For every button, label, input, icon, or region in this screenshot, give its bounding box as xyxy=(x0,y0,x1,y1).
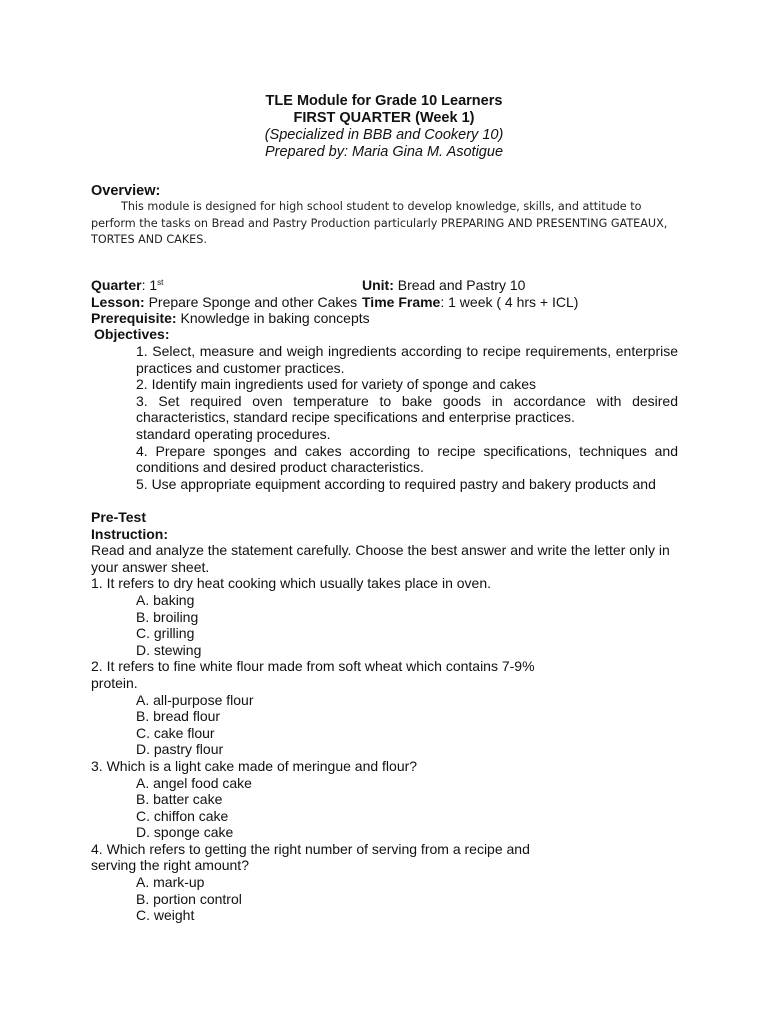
quarter-superscript: st xyxy=(157,278,164,287)
specialization-line: (Specialized in BBB and Cookery 10) xyxy=(264,127,504,143)
answer-option: C. grilling xyxy=(136,625,195,642)
objective-item: 2. Identify main ingredients used for variety of sponge and cakes xyxy=(136,376,537,393)
timeframe-label: Time Frame xyxy=(362,293,441,310)
answer-option: C. cake flour xyxy=(136,724,215,741)
lesson-label: Lesson: xyxy=(91,293,145,310)
pretest-section xyxy=(91,509,691,924)
answer-option: A. mark-up xyxy=(136,874,205,891)
objective-item: 5. Use appropriate equipment according to required pastry and bakery products and xyxy=(136,475,656,492)
question-text: 3. Which is a light cake made of meringue and flour? xyxy=(91,757,418,774)
objective-item: 4. Prepare sponges and cakes according to recipe specifications, techniques and conditions and desired product characteristics. xyxy=(136,442,678,476)
meta-row-lesson xyxy=(91,294,691,311)
answer-option: D. pastry flour xyxy=(136,741,224,758)
meta-row-prerequisite xyxy=(91,310,691,327)
answer-option: B. portion control xyxy=(136,890,242,907)
timeframe-cell xyxy=(362,294,578,311)
author-line: Prepared by: Maria Gina M. Asotigue xyxy=(264,144,504,160)
objective-item: standard operating procedures. xyxy=(136,425,331,442)
unit-cell xyxy=(362,277,525,294)
objectives-heading: Objectives: xyxy=(94,326,170,342)
answer-options xyxy=(136,692,691,758)
prerequisite-label: Prerequisite: xyxy=(91,310,177,327)
lesson-meta xyxy=(91,277,691,327)
unit-label: Unit: xyxy=(362,277,394,293)
question-text-continued: protein. xyxy=(91,674,138,691)
answer-option: A. angel food cake xyxy=(136,774,252,791)
question-text: 1. It refers to dry heat cooking which usually takes place in oven. xyxy=(91,575,491,592)
document-header xyxy=(0,93,768,161)
objective-item: 3. Set required oven temperature to bake goods in accordance with desired characteristics, standard recipe specifications and enterprise practices. xyxy=(136,392,678,426)
question-text-continued: serving the right amount? xyxy=(91,857,249,874)
prerequisite-value: Knowledge in baking concepts xyxy=(176,310,370,327)
objectives-list xyxy=(136,343,678,492)
lesson-value: Prepare Sponge and other Cakes xyxy=(144,293,358,310)
answer-options xyxy=(136,874,691,924)
quarter-label: Quarter xyxy=(91,277,142,293)
module-title: TLE Module for Grade 10 Learners xyxy=(265,93,503,109)
instruction-label: Instruction: xyxy=(91,525,168,542)
answer-option: A. baking xyxy=(136,591,195,608)
overview-heading: Overview: xyxy=(91,183,161,199)
quarter-title: FIRST QUARTER (Week 1) xyxy=(293,110,475,126)
answer-option: B. batter cake xyxy=(136,791,223,808)
answer-option: D. sponge cake xyxy=(136,824,234,841)
instruction-text: Read and analyze the statement carefully. Choose the best answer and write the letter only in your answer sheet. xyxy=(91,542,670,575)
answer-option: C. chiffon cake xyxy=(136,807,229,824)
pretest-heading: Pre-Test xyxy=(91,509,146,525)
meta-row-quarter xyxy=(91,277,691,294)
timeframe-value: : 1 week ( 4 hrs + ICL) xyxy=(440,293,579,310)
answer-options xyxy=(136,592,691,658)
quarter-value: : 1 xyxy=(141,277,158,293)
answer-options xyxy=(136,775,691,841)
overview-text: This module is designed for high school student to develop knowledge, skills, and attitude to perform the tasks on Bread and Pastry Production particularly PREPARING AND PRESENTING GATEAUX, TORTES AND CAKES. xyxy=(91,200,668,246)
answer-option: C. weight xyxy=(136,907,195,924)
question-text: 4. Which refers to getting the right number of serving from a recipe and xyxy=(91,840,530,857)
answer-option: D. stewing xyxy=(136,641,202,658)
answer-option: A. all-purpose flour xyxy=(136,691,254,708)
objective-item: 1. Select, measure and weigh ingredients according to recipe requirements, enterprise practices and customer practices. xyxy=(136,343,678,376)
answer-option: B. bread flour xyxy=(136,708,221,725)
question-text: 2. It refers to fine white flour made from soft wheat which contains 7-9% xyxy=(91,658,535,675)
answer-option: B. broiling xyxy=(136,608,199,625)
unit-value: Bread and Pastry 10 xyxy=(393,277,526,293)
